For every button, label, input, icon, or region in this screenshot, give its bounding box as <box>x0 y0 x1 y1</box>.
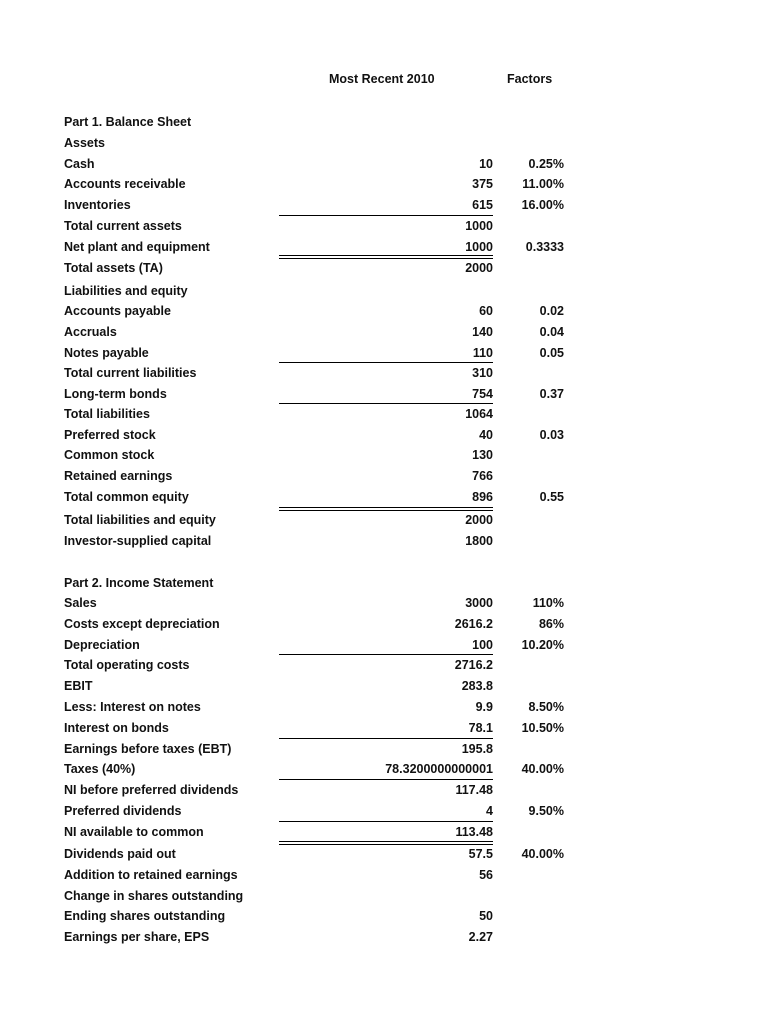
row-value: 1064 <box>465 407 493 421</box>
table-row <box>0 511 768 529</box>
table-row <box>0 594 768 612</box>
table-row <box>0 385 768 403</box>
row-value: 766 <box>472 469 493 483</box>
table-row <box>0 217 768 235</box>
row-value: 113.48 <box>455 825 493 839</box>
table-row <box>0 781 768 799</box>
double-underline <box>279 841 493 845</box>
column-header-factor: Factors <box>507 72 553 86</box>
row-label: Net plant and equipment <box>64 240 210 254</box>
row-value: 2.27 <box>468 930 493 944</box>
row-value: 78.3200000000001 <box>385 762 493 776</box>
underline <box>279 821 493 822</box>
row-factor: 0.02 <box>539 304 564 318</box>
row-value: 2716.2 <box>454 658 493 672</box>
row-label: Taxes (40%) <box>64 762 136 776</box>
table-row <box>0 344 768 362</box>
row-value: 195.8 <box>461 742 493 756</box>
table-row <box>0 823 768 841</box>
row-factor: 0.3333 <box>525 240 564 254</box>
row-label: Addition to retained earnings <box>64 868 238 882</box>
row-label: Inventories <box>64 198 131 212</box>
table-row <box>0 698 768 716</box>
table-row <box>0 426 768 444</box>
row-label: Cash <box>64 157 95 171</box>
table-row <box>0 740 768 758</box>
table-row <box>0 907 768 925</box>
row-label: Total operating costs <box>64 658 190 672</box>
row-value: 1000 <box>465 240 493 254</box>
row-factor: 0.37 <box>539 387 564 401</box>
row-value: 283.8 <box>461 679 493 693</box>
row-value: 2000 <box>465 513 493 527</box>
row-factor: 40.00% <box>521 762 564 776</box>
row-value: 2616.2 <box>454 617 493 631</box>
row-value: 100 <box>472 638 493 652</box>
table-row <box>0 615 768 633</box>
row-label: Assets <box>64 136 105 150</box>
row-factor: 9.50% <box>528 804 564 818</box>
row-label: Earnings before taxes (EBT) <box>64 742 232 756</box>
table-row <box>0 405 768 423</box>
table-row <box>0 636 768 654</box>
row-label: Change in shares outstanding <box>64 889 244 903</box>
table-row <box>0 364 768 382</box>
row-label: Retained earnings <box>64 469 173 483</box>
row-factor: 40.00% <box>521 847 564 861</box>
row-value: 40 <box>479 428 493 442</box>
row-label: EBIT <box>64 679 93 693</box>
table-row <box>0 175 768 193</box>
row-label: Preferred dividends <box>64 804 182 818</box>
underline <box>279 779 493 780</box>
row-label: Accounts payable <box>64 304 171 318</box>
underline <box>279 738 493 739</box>
row-label: Notes payable <box>64 346 149 360</box>
row-label: Long-term bonds <box>64 387 167 401</box>
row-factor: 10.50% <box>521 721 564 735</box>
row-label: NI before preferred dividends <box>64 783 239 797</box>
table-row <box>0 760 768 778</box>
table-row <box>0 845 768 863</box>
row-factor: 16.00% <box>521 198 564 212</box>
row-value: 754 <box>472 387 493 401</box>
row-label: Accounts receivable <box>64 177 186 191</box>
row-label: NI available to common <box>64 825 204 839</box>
row-value: 4 <box>486 804 493 818</box>
row-label: Less: Interest on notes <box>64 700 201 714</box>
table-row <box>0 323 768 341</box>
row-label: Total liabilities <box>64 407 150 421</box>
row-value: 1800 <box>465 534 493 548</box>
table-row <box>0 467 768 485</box>
row-label: Accruals <box>64 325 117 339</box>
row-value: 140 <box>472 325 493 339</box>
table-row <box>0 282 768 300</box>
row-label: Part 2. Income Statement <box>64 576 214 590</box>
table-row <box>0 928 768 946</box>
row-factor: 8.50% <box>528 700 564 714</box>
row-label: Sales <box>64 596 97 610</box>
row-label: Total current liabilities <box>64 366 197 380</box>
row-value: 130 <box>472 448 493 462</box>
row-factor: 0.55 <box>539 490 564 504</box>
underline <box>279 403 493 404</box>
table-row <box>0 155 768 173</box>
row-value: 310 <box>472 366 493 380</box>
row-label: Dividends paid out <box>64 847 176 861</box>
double-underline <box>279 255 493 259</box>
table-row <box>0 866 768 884</box>
table-row <box>0 802 768 820</box>
row-factor: 0.03 <box>539 428 564 442</box>
row-value: 10 <box>479 157 493 171</box>
table-row <box>0 446 768 464</box>
row-value: 57.5 <box>468 847 493 861</box>
row-factor: 110% <box>532 596 564 610</box>
row-label: Costs except depreciation <box>64 617 220 631</box>
row-value: 1000 <box>465 219 493 233</box>
row-factor: 0.05 <box>539 346 564 360</box>
table-row <box>0 196 768 214</box>
row-value: 117.48 <box>455 783 493 797</box>
table-row <box>0 302 768 320</box>
row-label: Total common equity <box>64 490 189 504</box>
row-label: Total liabilities and equity <box>64 513 216 527</box>
table-row <box>0 113 768 131</box>
underline <box>279 215 493 216</box>
table-row <box>0 574 768 592</box>
row-factor: 0.04 <box>539 325 564 339</box>
double-underline <box>279 507 493 511</box>
row-label: Part 1. Balance Sheet <box>64 115 192 129</box>
underline <box>279 654 493 655</box>
row-value: 896 <box>472 490 493 504</box>
row-value: 2000 <box>465 261 493 275</box>
table-row <box>0 887 768 905</box>
row-label: Earnings per share, EPS <box>64 930 210 944</box>
row-factor: 10.20% <box>521 638 564 652</box>
row-value: 78.1 <box>468 721 493 735</box>
table-row <box>0 719 768 737</box>
row-factor: 86% <box>538 617 564 631</box>
row-label: Ending shares outstanding <box>64 909 226 923</box>
row-label: Total current assets <box>64 219 182 233</box>
table-row <box>0 259 768 277</box>
column-header-value: Most Recent 2010 <box>329 72 435 86</box>
row-value: 60 <box>479 304 493 318</box>
row-label: Preferred stock <box>64 428 156 442</box>
table-row <box>0 532 768 550</box>
row-label: Depreciation <box>64 638 140 652</box>
table-row <box>0 488 768 506</box>
table-row <box>0 238 768 256</box>
row-value: 375 <box>472 177 493 191</box>
row-label: Total assets (TA) <box>64 261 163 275</box>
row-value: 615 <box>472 198 493 212</box>
row-factor: 11.00% <box>522 177 564 191</box>
table-row <box>0 677 768 695</box>
row-value: 56 <box>479 868 493 882</box>
underline <box>279 362 493 363</box>
row-label: Interest on bonds <box>64 721 169 735</box>
table-row <box>0 134 768 152</box>
row-label: Liabilities and equity <box>64 284 188 298</box>
table-row <box>0 656 768 674</box>
row-value: 50 <box>479 909 493 923</box>
row-value: 110 <box>472 346 493 360</box>
row-value: 3000 <box>465 596 493 610</box>
row-factor: 0.25% <box>528 157 564 171</box>
row-value: 9.9 <box>475 700 493 714</box>
row-label: Common stock <box>64 448 155 462</box>
row-label: Investor-supplied capital <box>64 534 212 548</box>
